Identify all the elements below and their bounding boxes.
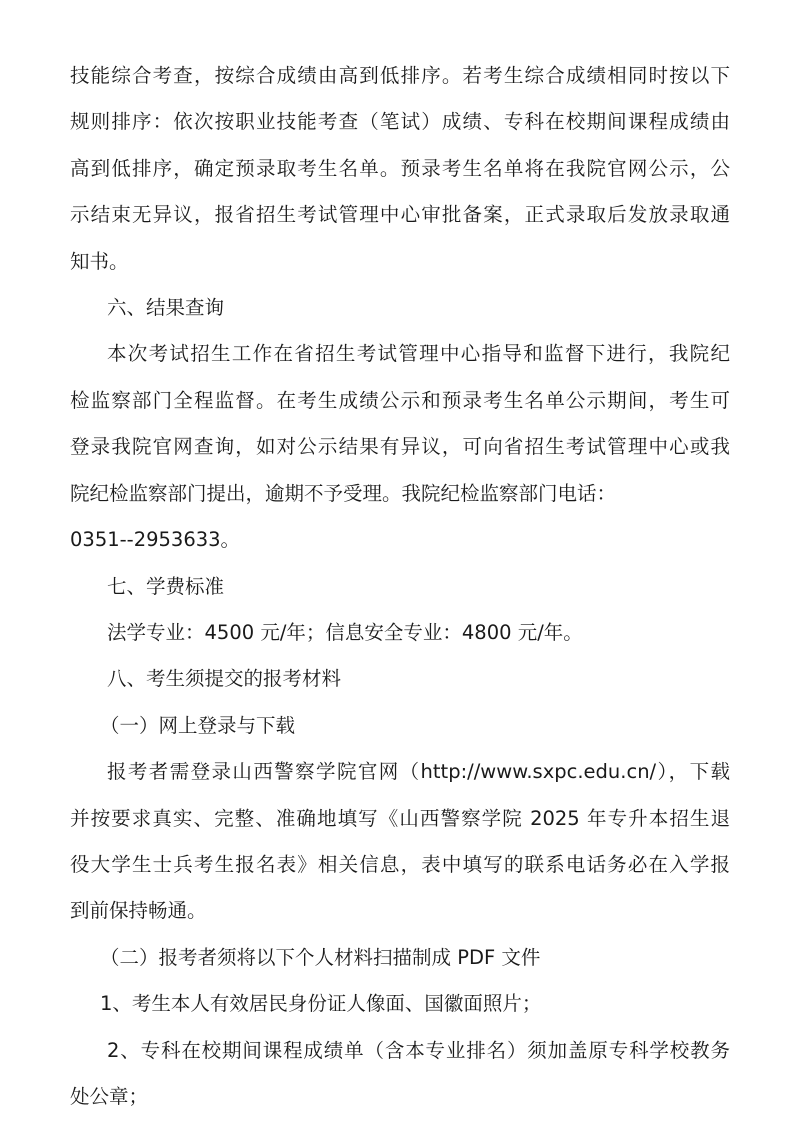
paragraph-line: 2、专科在校期间课程成绩单（含本专业排名）须加盖原专科学校教务 bbox=[107, 1039, 730, 1062]
paragraph-line: 示结束无异议，报省招生考试管理中心审批备案，正式录取后发放录取通 bbox=[70, 203, 730, 226]
paragraph-line: 本次考试招生工作在省招生考试管理中心指导和监督下进行，我院纪 bbox=[107, 342, 730, 365]
paragraph-line: 处公章； bbox=[70, 1085, 149, 1108]
paragraph-line: 规则排序：依次按职业技能考查（笔试）成绩、专科在校期间课程成绩由 bbox=[70, 110, 730, 133]
paragraph-line: 法学专业：4500 元/年；信息安全专业：4800 元/年。 bbox=[107, 621, 583, 644]
section-heading: 六、结果查询 bbox=[107, 296, 225, 319]
paragraph-line: （二）报考者须将以下个人材料扫描制成 PDF 文件 bbox=[100, 946, 541, 969]
paragraph-line: 并按要求真实、完整、准确地填写《山西警察学院 2025 年专升本招生退 bbox=[70, 807, 730, 830]
paragraph-line: 检监察部门全程监督。在考生成绩公示和预录考生名单公示期间，考生可 bbox=[70, 389, 730, 412]
paragraph-line: 0351--2953633。 bbox=[70, 528, 241, 551]
paragraph-line: 登录我院官网查询，如对公示结果有异议，可向省招生考试管理中心或我 bbox=[70, 435, 730, 458]
paragraph-line: 到前保持畅通。 bbox=[70, 899, 207, 922]
paragraph-line: 1、考生本人有效居民身份证人像面、国徽面照片； bbox=[100, 992, 542, 1015]
paragraph-line: 高到低排序，确定预录取考生名单。预录考生名单将在我院官网公示，公 bbox=[70, 157, 730, 180]
paragraph-line: 院纪检监察部门提出，逾期不予受理。我院纪检监察部门电话： bbox=[70, 482, 617, 505]
paragraph-line: 役大学生士兵考生报名表》相关信息，表中填写的联系电话务必在入学报 bbox=[70, 853, 730, 876]
paragraph-line: 技能综合考查，按综合成绩由高到低排序。若考生综合成绩相同时按以下 bbox=[70, 64, 730, 87]
subsection-heading: （一）网上登录与下载 bbox=[100, 714, 296, 737]
section-heading: 七、学费标准 bbox=[107, 575, 225, 598]
section-heading: 八、考生须提交的报考材料 bbox=[107, 667, 342, 690]
paragraph-line: 报考者需登录山西警察学院官网（http://www.sxpc.edu.cn/），下载 bbox=[107, 760, 730, 783]
paragraph-line: 知书。 bbox=[70, 250, 129, 273]
